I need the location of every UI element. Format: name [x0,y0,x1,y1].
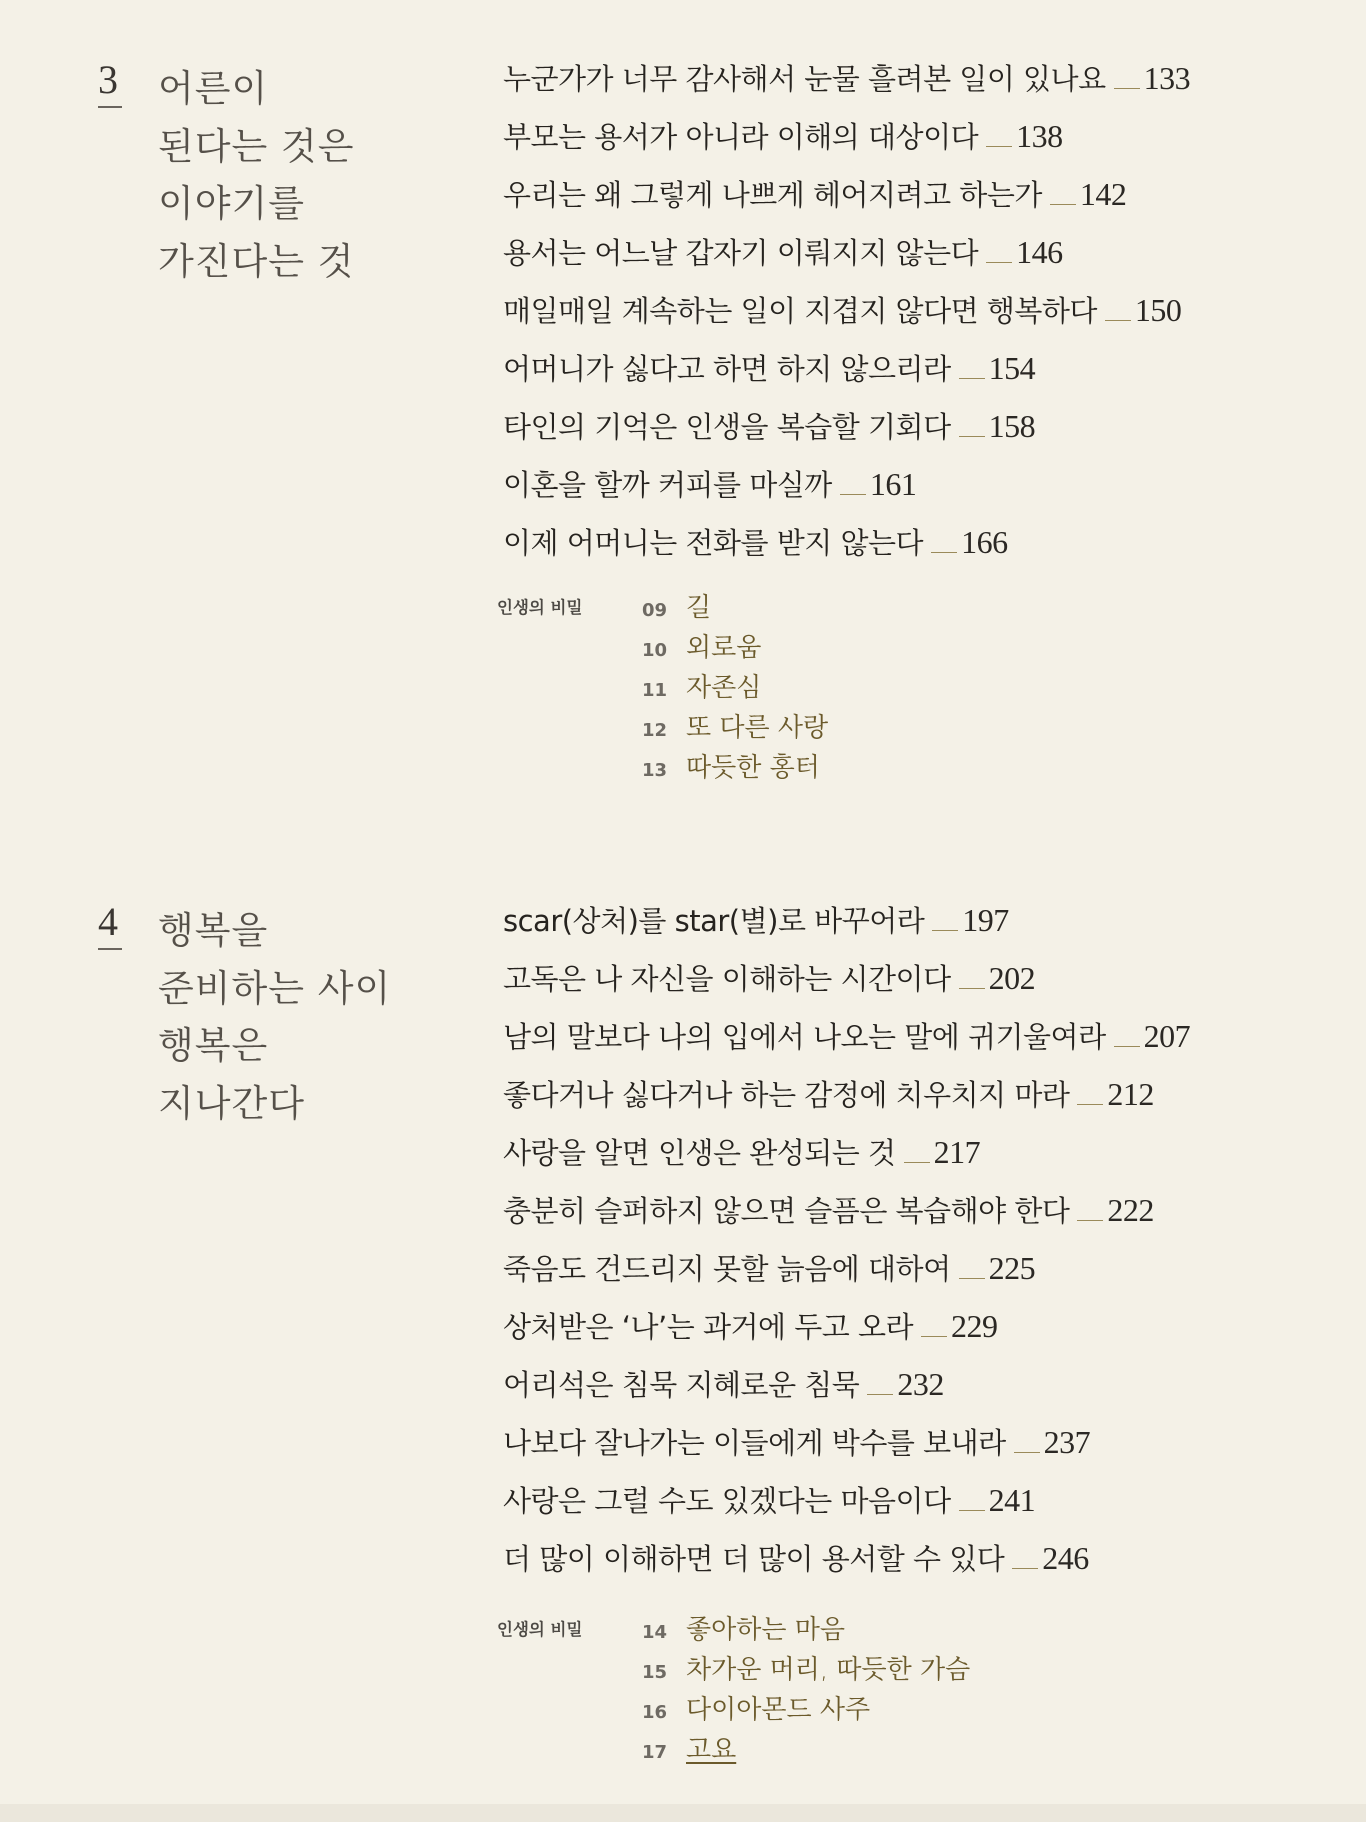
life-secrets-list [642,1616,970,1776]
entry-title: 우리는 왜 그렇게 나쁘게 헤어지려고 하는가 [503,178,1042,212]
toc-entry[interactable] [503,116,1190,174]
leader-dash [931,524,957,553]
secret-number: 16 [642,1702,668,1723]
leader-dash [904,1134,930,1163]
entry-title: 부모는 용서가 아니라 이해의 대상이다 [503,120,979,154]
toc-entry[interactable] [503,900,1190,958]
toc-entry[interactable] [503,1248,1190,1306]
chapter-title-line: 행복을 [158,909,269,952]
secret-text: 다이아몬드 사주 [686,1695,871,1725]
leader-dash [1105,292,1131,321]
entry-title: 상처받은 ‘나’는 과거에 두고 오라 [503,1310,913,1344]
life-secret-item[interactable] [642,1696,970,1736]
leader-dash [932,902,958,931]
life-secrets-label: 인생의 비밀 [497,1620,583,1639]
page-number: 207 [1143,1018,1191,1054]
entry-title: 충분히 슬퍼하지 않으면 슬픔은 복습해야 한다 [503,1194,1070,1228]
chapter-title-line: 된다는 것은 [158,124,355,168]
page-number: 232 [897,1366,944,1402]
leader-dash [867,1366,893,1395]
page-number: 229 [951,1308,998,1344]
toc-entry[interactable] [503,1132,1190,1190]
page-number: 222 [1107,1192,1154,1228]
life-secret-item[interactable] [642,754,828,794]
toc-entry[interactable] [503,232,1190,290]
leader-dash [1114,60,1140,89]
toc-entry[interactable] [503,1538,1190,1596]
toc-entry[interactable] [503,1422,1190,1480]
toc-entry[interactable] [503,1480,1190,1538]
life-secret-item[interactable] [642,674,828,714]
life-secret-item[interactable] [642,1656,970,1696]
entry-title: 남의 말보다 나의 입에서 나오는 말에 귀기울여라 [503,1020,1106,1054]
secret-text: 차가운 머리, 따듯한 가슴 [686,1655,971,1685]
toc-entry-list [503,58,1190,580]
entry-title: 고독은 나 자신을 이해하는 시간이다 [503,962,951,996]
page-bottom-edge [0,1804,1366,1822]
secret-number: 11 [642,680,668,701]
entry-title: 더 많이 이해하면 더 많이 용서할 수 있다 [503,1542,1005,1576]
secret-text: 좋아하는 마음 [686,1615,845,1645]
entry-title: 용서는 어느날 갑자기 이뤄지지 않는다 [503,236,979,270]
toc-entry[interactable] [503,464,1190,522]
leader-dash [1114,1018,1140,1047]
toc-entry[interactable] [503,1306,1190,1364]
entry-title: 어머니가 싫다고 하면 하지 않으리라 [503,352,951,386]
leader-dash [840,466,866,495]
secret-number: 10 [642,640,668,661]
leader-dash [959,1482,985,1511]
leader-dash [986,118,1012,147]
secret-number: 09 [642,600,668,621]
secret-number: 15 [642,1662,668,1683]
life-secrets-label: 인생의 비밀 [497,598,583,617]
secret-number: 12 [642,720,668,741]
page-number: 202 [988,960,1036,996]
entry-title: 사랑은 그럴 수도 있겠다는 마음이다 [503,1484,951,1518]
entry-title: 나보다 잘나가는 이들에게 박수를 보내라 [503,1426,1006,1460]
page-number: 241 [988,1482,1036,1518]
entry-title: scar(상처)를 star(별)로 바꾸어라 [503,904,925,938]
page-number: 166 [961,524,1008,560]
page-number: 161 [869,466,917,502]
leader-dash [959,960,985,989]
page-number: 158 [988,408,1036,444]
secret-number: 13 [642,760,668,781]
chapter-title-line: 준비하는 사이 [158,966,392,1010]
toc-entry[interactable] [503,1074,1190,1132]
leader-dash [959,408,985,437]
chapter-title-line: 지나간다 [158,1081,305,1125]
chapter-title-line: 가진다는 것 [158,239,355,283]
entry-title: 어리석은 침묵 지혜로운 침묵 [503,1368,860,1402]
chapter-title [158,902,391,1132]
chapter-title [158,60,354,290]
leader-dash [1077,1076,1103,1105]
entry-title: 매일매일 계속하는 일이 지겹지 않다면 행복하다 [503,294,1097,328]
secret-text: 따듯한 홍터 [686,753,820,783]
leader-dash [959,350,985,379]
life-secret-item[interactable] [642,1736,970,1776]
leader-dash [959,1250,985,1279]
page-number: 133 [1143,60,1191,96]
secret-text: 고요 [686,1735,737,1765]
page-number: 237 [1043,1424,1091,1460]
life-secret-item[interactable] [642,634,828,674]
secret-number: 17 [642,1742,668,1763]
page-number: 197 [962,902,1009,938]
toc-entry-list [503,900,1190,1596]
toc-entry[interactable] [503,58,1190,116]
life-secret-item[interactable] [642,714,828,754]
chapter-title-line: 어른이 [158,67,269,110]
toc-entry[interactable] [503,522,1190,580]
page-number: 146 [1016,234,1063,270]
life-secret-item[interactable] [642,594,828,634]
life-secrets-list [642,594,828,794]
entry-title: 사랑을 알면 인생은 완성되는 것 [503,1136,896,1170]
leader-dash [1012,1540,1038,1569]
toc-entry[interactable] [503,174,1190,232]
page-number: 150 [1134,292,1182,328]
leader-dash [1077,1192,1103,1221]
leader-dash [921,1308,947,1337]
entry-title: 타인의 기억은 인생을 복습할 기회다 [503,410,951,444]
chapter-number: 4 [98,899,118,944]
page-number: 246 [1042,1540,1089,1576]
secret-text: 길 [686,593,712,623]
toc-entry[interactable] [503,1016,1190,1074]
secret-text: 외로움 [686,633,762,663]
chapter-title-line: 행복은 [158,1024,269,1067]
leader-dash [986,234,1012,263]
page-number: 212 [1107,1076,1154,1112]
page-number: 138 [1016,118,1063,154]
secret-text: 자존심 [686,673,762,703]
toc-entry[interactable] [503,1364,1190,1422]
toc-entry[interactable] [503,348,1190,406]
entry-title: 이혼을 할까 커피를 마실까 [503,468,832,502]
entry-title: 누군가가 너무 감사해서 눈물 흘려본 일이 있나요 [503,62,1106,96]
page-number: 142 [1079,176,1127,212]
page-number: 154 [988,350,1036,386]
toc-entry[interactable] [503,958,1190,1016]
toc-entry[interactable] [503,1190,1190,1248]
leader-dash [1050,176,1076,205]
secret-number: 14 [642,1622,668,1643]
chapter-number: 3 [98,57,118,102]
entry-title: 좋다거나 싫다거나 하는 감정에 치우치지 마라 [503,1078,1070,1112]
secret-text: 또 다른 사랑 [686,713,829,743]
toc-entry[interactable] [503,290,1190,348]
toc-entry[interactable] [503,406,1190,464]
life-secret-item[interactable] [642,1616,970,1656]
entry-title: 이제 어머니는 전화를 받지 않는다 [503,526,924,560]
leader-dash [1014,1424,1040,1453]
page-number: 217 [933,1134,981,1170]
chapter-title-line: 이야기를 [158,182,305,225]
page-number: 225 [988,1250,1036,1286]
entry-title: 죽음도 건드리지 못할 늙음에 대하여 [503,1252,951,1286]
